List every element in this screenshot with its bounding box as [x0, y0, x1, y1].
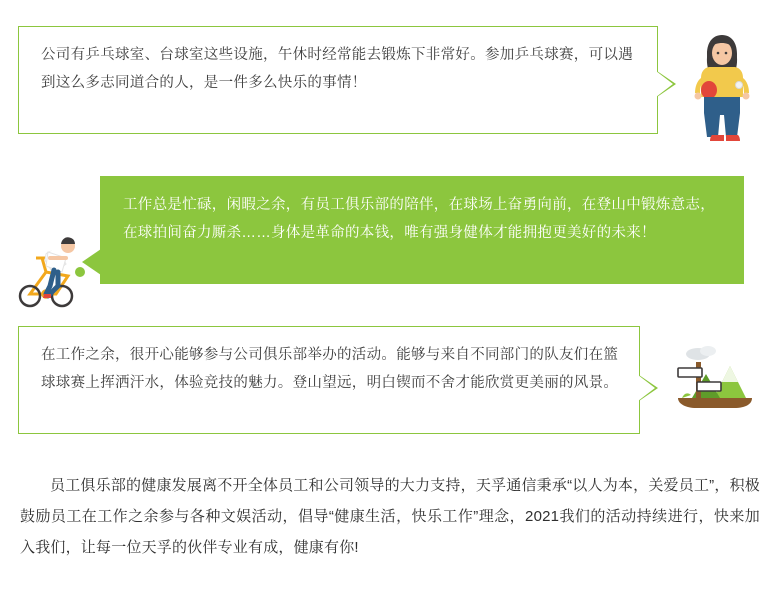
testimonial-bubble-1: [18, 26, 658, 134]
testimonial-row-1: [18, 26, 658, 134]
bubble-tail-inner-icon: [656, 71, 673, 97]
bubble-tail-inner-icon: [638, 375, 655, 401]
testimonial-text-3: 在工作之余，很开心能够参与公司俱乐部举办的活动。能够与来自不同部门的队友们在篮球球赛上挥洒汗水，体验竞技的魅力。登山望远，明白锲而不舍才能欣赏更美丽的风景。: [41, 347, 619, 392]
testimonial-text-1: 公司有乒乓球室、台球室这些设施，午休时经常能去锻炼下非常好。参加乒乓球赛，可以遇到这么多志同道合的人，是一件多么快乐的事情！: [41, 47, 633, 92]
avatar-cyclist-icon: [16, 228, 96, 318]
testimonial-bubble-3: [18, 326, 640, 434]
avatar-woman-ping-pong-icon: [682, 28, 762, 148]
testimonial-row-3: [18, 326, 640, 434]
avatar-mountain-signpost-icon: [672, 340, 758, 420]
testimonial-bubble-2: [100, 176, 744, 284]
closing-paragraph: 员工俱乐部的健康发展离不开全体员工和公司领导的大力支持，天孚通信秉承“以人为本，关爱员工”，积极鼓励员工在工作之余参与各种文娱活动，倡导“健康生活，快乐工作”理念，2021我们的活动持续进行，快来加入我们，让每一位天孚的伙伴专业有成，健康有你!: [20, 477, 760, 556]
testimonial-text-2: 工作总是忙碌，闲暇之余，有员工俱乐部的陪伴，在球场上奋勇向前，在登山中锻炼意志，在球拍间奋力厮杀……身体是革命的本钱，唯有强身健体才能拥抱更美好的未来！: [123, 197, 715, 242]
testimonial-row-2: [100, 176, 744, 284]
